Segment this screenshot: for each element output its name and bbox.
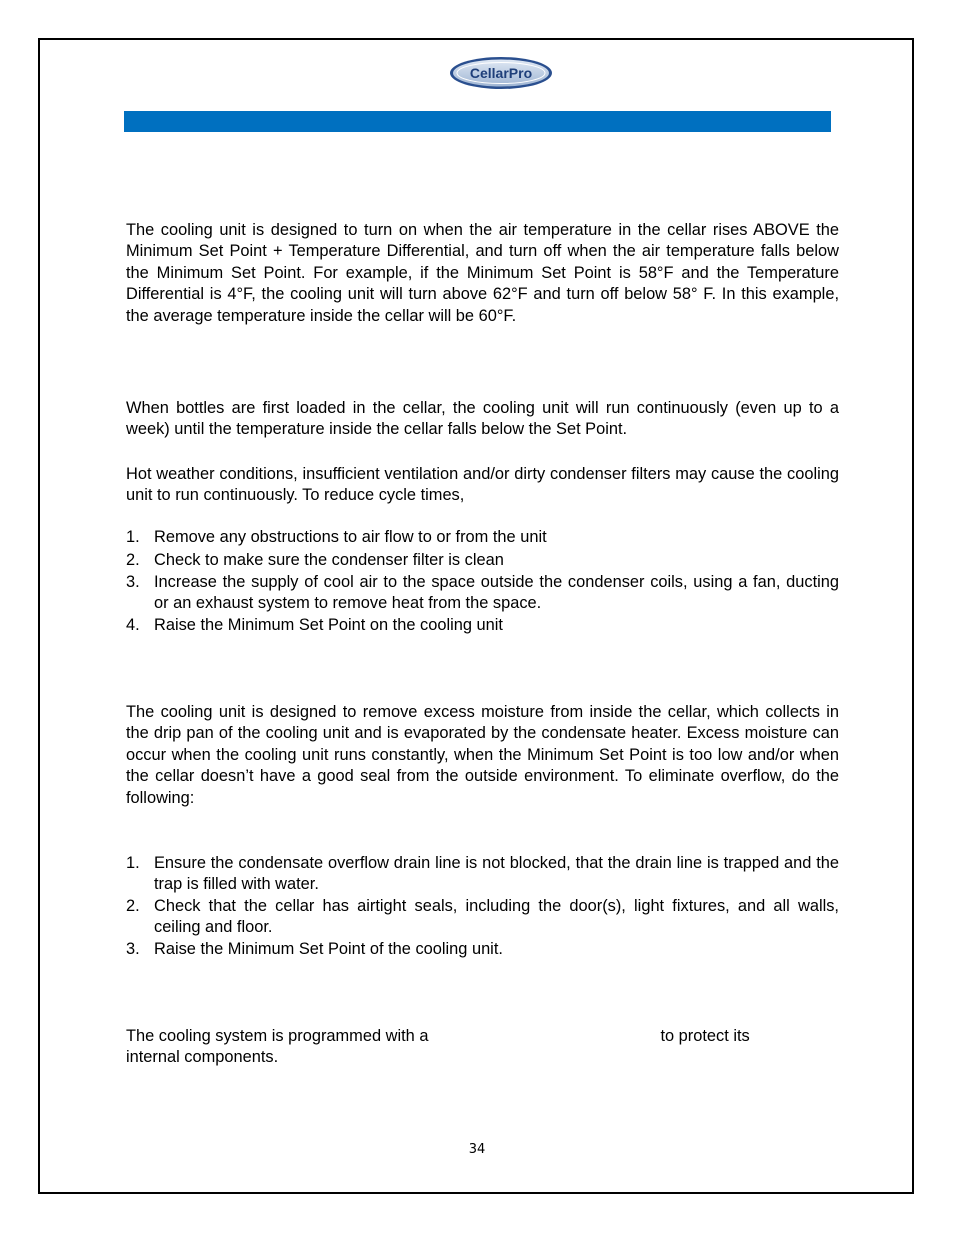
cycle-paragraph: The cooling unit is designed to turn on when the air temperature in the cellar rises ABOVE the Minimum Set Point + Temperature Differential, and turn off when the air temperature falls below the Minimum Set Point. For example, if the Minimum Set Point is 58°F and the Temperature Differential is 4°F, the cooling unit will turn above 62°F and turn off below 58° F. In this example, the average temperature inside the cellar will be 60°F. bbox=[126, 221, 839, 325]
continuous-paragraph-2: Hot weather conditions, insufficient ventilation and/or dirty condenser filters may cause the cooling unit to run continuously. To reduce cycle times, bbox=[126, 465, 839, 505]
list-item: 1. Remove any obstructions to air flow to or from the unit bbox=[126, 528, 547, 546]
continuous-paragraph-1: When bottles are first loaded in the cellar, the cooling unit will run continuously (even up to a week) until the temperature inside the cellar falls below the Set Point. bbox=[126, 399, 839, 439]
logo-text: CellarPro bbox=[469, 65, 533, 81]
continuous-steps-list bbox=[126, 527, 839, 636]
list-item: 1. Ensure the condensate overflow drain line is not blocked, that the drain line is trapped and the trap is filled with water. bbox=[126, 854, 839, 894]
list-item: 3. Increase the supply of cool air to the space outside the condenser coils, using a fan, ducting or an exhaust system to remove heat from the space. bbox=[126, 572, 839, 613]
cellarpro-logo bbox=[449, 56, 553, 90]
protect-paragraph: The cooling system is programmed with a to protect its internal components. bbox=[126, 1027, 750, 1067]
list-item: 3. Raise the Minimum Set Point of the cooling unit. bbox=[126, 939, 503, 958]
list-item: 4. Raise the Minimum Set Point on the cooling unit bbox=[126, 615, 503, 634]
page-number: 34 bbox=[468, 1142, 486, 1157]
header-bar bbox=[124, 111, 831, 132]
moisture-paragraph: The cooling unit is designed to remove excess moisture from inside the cellar, which collects in the drip pan of the cooling unit and is evaporated by the condensate heater. Excess moisture can occur when the cooling unit runs constantly, when the Minimum Set Point is too low and/or when the cellar doesn’t have a good seal from the outside environment. To eliminate overflow, do the following: bbox=[126, 703, 839, 807]
moisture-steps-list bbox=[126, 853, 839, 960]
list-item: 2. Check to make sure the condenser filter is clean bbox=[126, 551, 504, 570]
list-item: 2. Check that the cellar has airtight seals, including the door(s), light fixtures, and all walls, ceiling and floor. bbox=[126, 896, 839, 937]
